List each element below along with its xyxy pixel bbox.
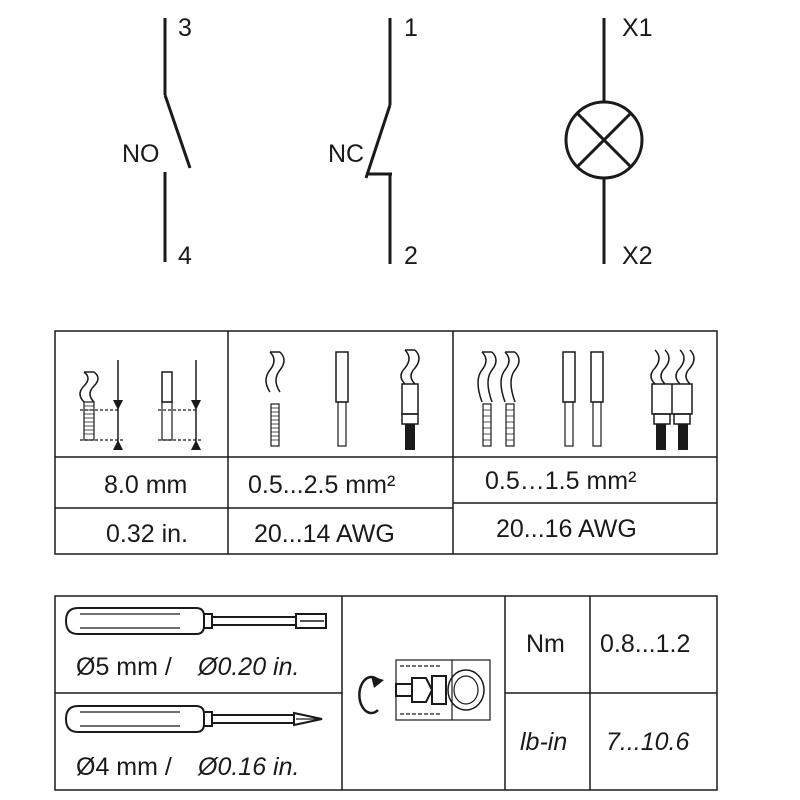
single-wire-awg: 20...14 AWG xyxy=(254,520,395,548)
pozi-screwdriver-metric: Ø4 mm / xyxy=(76,753,172,781)
strip-length-metric: 8.0 mm xyxy=(104,471,188,499)
wire-size-table xyxy=(55,331,717,554)
lamp-bottom-terminal: X2 xyxy=(622,242,653,270)
tool-torque-table xyxy=(55,596,717,790)
single-wire-metric: 0.5...2.5 mm² xyxy=(248,471,396,499)
flat-screwdriver-metric: Ø5 mm / xyxy=(76,653,172,681)
no-top-terminal: 3 xyxy=(178,14,192,42)
nc-label: NC xyxy=(328,140,365,168)
pozi-screwdriver-icon xyxy=(66,706,322,732)
torque-nm-unit: Nm xyxy=(526,630,565,658)
double-wire-metric: 0.5…1.5 mm² xyxy=(485,467,637,495)
no-label: NO xyxy=(122,140,160,168)
no-bottom-terminal: 4 xyxy=(178,242,192,270)
pozi-screwdriver-imperial: Ø0.16 in. xyxy=(198,753,300,781)
nc-bottom-terminal: 2 xyxy=(404,242,418,270)
strip-length-icon xyxy=(80,360,202,450)
double-wire-icons xyxy=(478,350,694,450)
torque-lbin-unit: lb-in xyxy=(520,728,568,756)
flat-screwdriver-icon xyxy=(66,608,326,634)
lamp-symbol xyxy=(566,14,653,270)
no-contact-symbol xyxy=(122,14,192,270)
lamp-top-terminal: X1 xyxy=(622,14,653,42)
nc-contact-symbol xyxy=(328,14,418,270)
nc-top-terminal: 1 xyxy=(404,14,418,42)
single-wire-icons xyxy=(266,350,419,450)
strip-length-imperial: 0.32 in. xyxy=(106,520,189,548)
flat-screwdriver-imperial: Ø0.20 in. xyxy=(198,653,300,681)
torque-lbin-value: 7...10.6 xyxy=(606,728,690,756)
tightening-screw-icon xyxy=(359,660,490,720)
torque-nm-value: 0.8...1.2 xyxy=(600,630,691,658)
double-wire-awg: 20...16 AWG xyxy=(496,515,637,543)
